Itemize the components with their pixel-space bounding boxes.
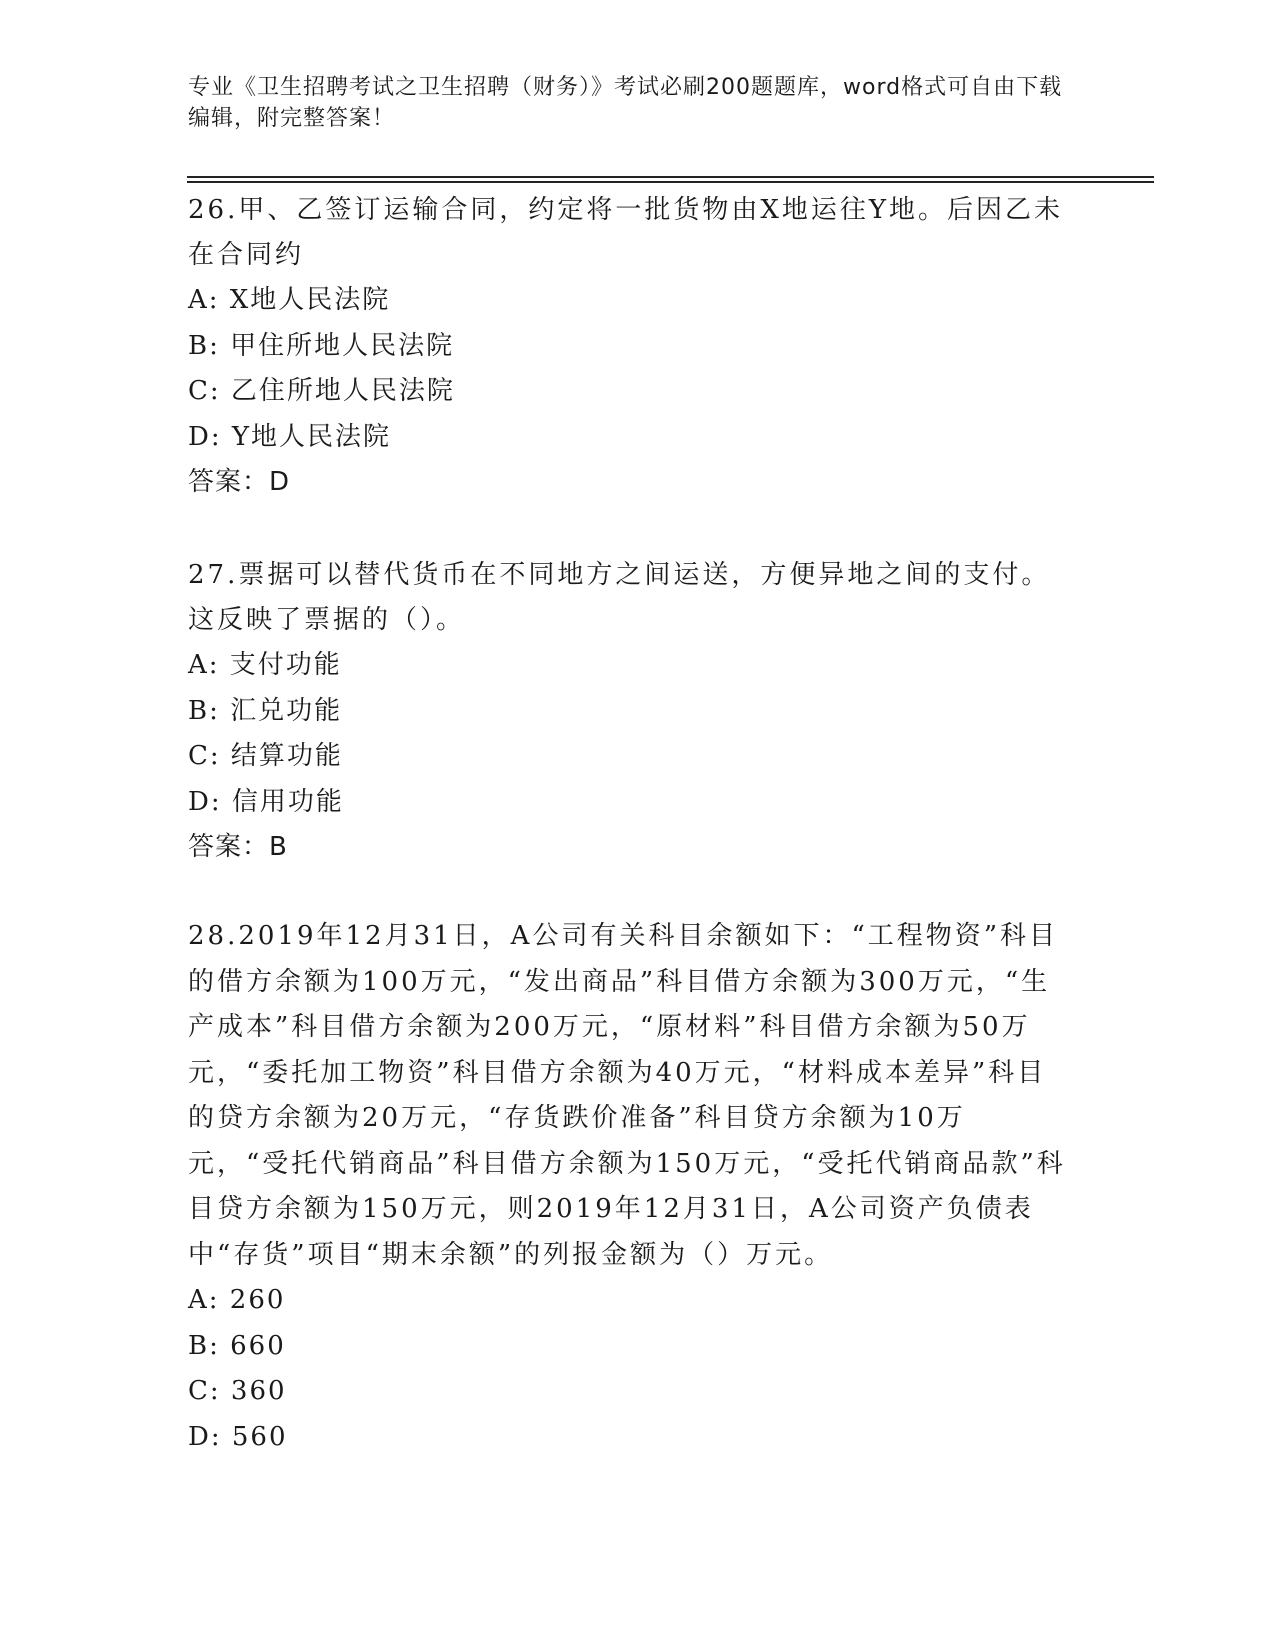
question-27 — [188, 553, 1068, 870]
option-c: C: 360 — [188, 1376, 287, 1406]
option-d: D: Y地人民法院 — [188, 421, 392, 452]
option-c: C: 乙住所地人民法院 — [188, 376, 455, 406]
option-b: B: 660 — [188, 1330, 286, 1361]
option-b: B: 甲住所地人民法院 — [188, 330, 455, 361]
header-text: 专业《卫生招聘考试之卫生招聘（财务）》考试必刷200题题库，word格式可自由下载编辑，附完整答案！ — [188, 75, 1063, 131]
header-divider-bottom — [187, 181, 1154, 183]
header-divider-top — [187, 176, 1154, 178]
question-text: 26.甲、乙签订运输合同，约定将一批货物由X地运往Y地。后因乙未在合同约 — [188, 195, 1064, 270]
option-b: B: 汇兑功能 — [188, 695, 343, 726]
answer: 答案：D — [188, 467, 291, 497]
option-a: A: X地人民法院 — [188, 285, 391, 315]
option-a: A: 支付功能 — [188, 650, 342, 680]
document-header — [188, 72, 1068, 134]
option-d: D: 信用功能 — [188, 786, 344, 817]
option-a: A: 260 — [188, 1285, 286, 1315]
question-text: 27.票据可以替代货币在不同地方之间运送，方便异地之间的支付。这反映了票据的（）。 — [188, 560, 1051, 635]
answer: 答案：B — [188, 832, 288, 862]
question-26 — [188, 188, 1068, 505]
option-d: D: 560 — [188, 1421, 288, 1452]
question-28 — [188, 914, 1068, 1460]
question-text: 28.2019年12月31日，A公司有关科目余额如下：“工程物资”科目的借方余额为100万元，“发出商品”科目借方余额为300万元，“生产成本”科目借方余额为200万元，“原材料”科目借方余额为50万元，“委托加工物资”科目借方余额为40万元，“材料成本差异”科目的贷方余额为20万元，“存货跌价准备”科目贷方余额为10万元，“受托代销商品”科目借方余额为150万元，“受托代销商品款”科目贷方余额为150万元，则2019年12月31日，A公司资产负债表中“存货”项目“期末余额”的列报金额为（）万元。 — [188, 921, 1066, 1270]
option-c: C: 结算功能 — [188, 741, 343, 771]
